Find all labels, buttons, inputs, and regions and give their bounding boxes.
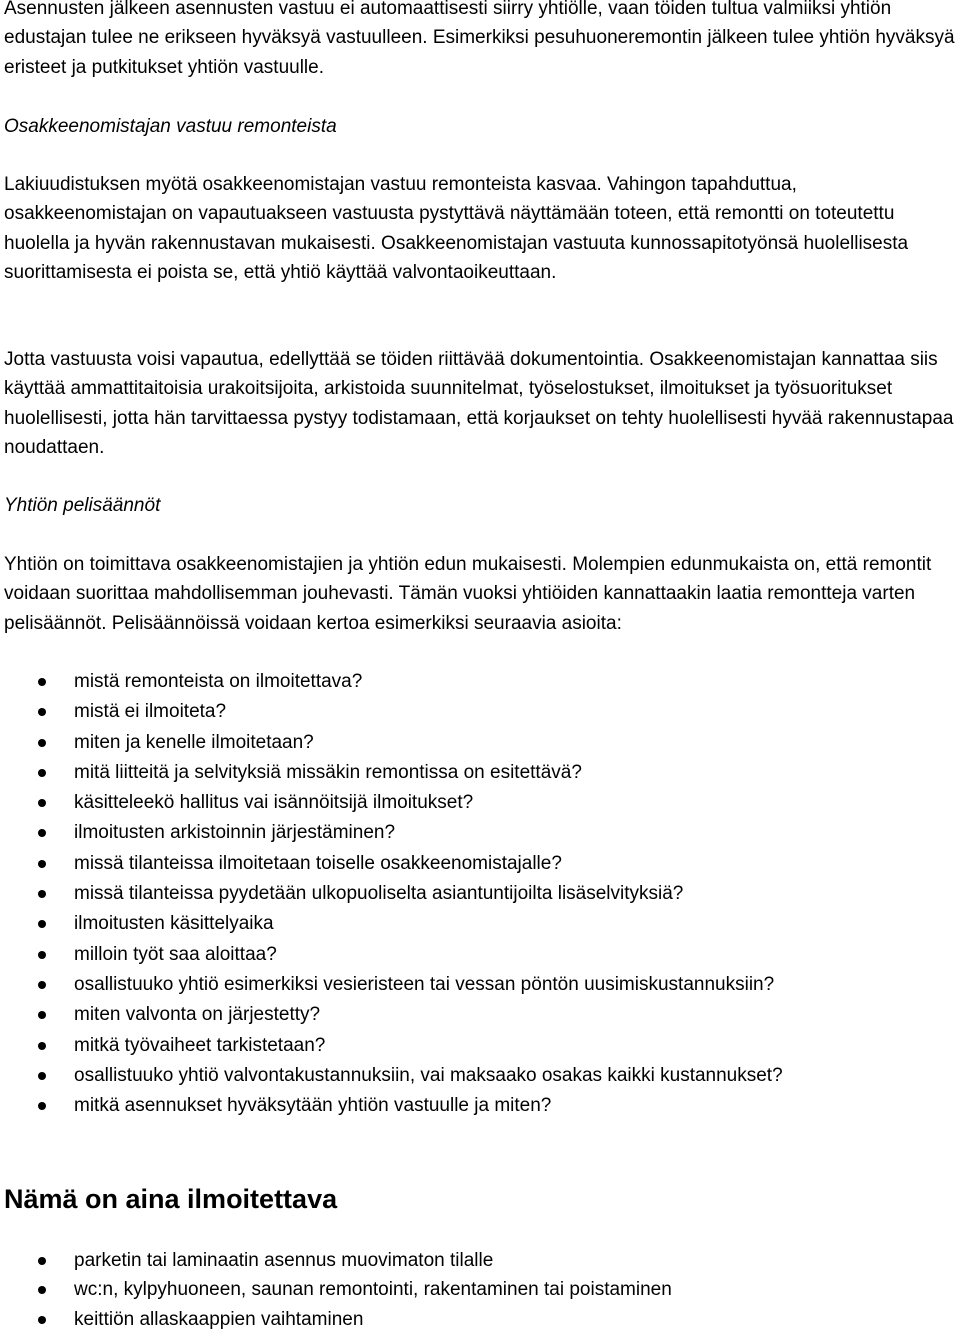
bullet-icon (38, 860, 46, 868)
list-item-text: osallistuuko yhtiö valvontakustannuksiin, vai maksaako osakas kaikki kustannukset? (74, 1064, 783, 1086)
list-item (4, 970, 958, 1000)
bullet-icon (38, 678, 46, 686)
list-item (4, 728, 958, 758)
bullet-icon (38, 1072, 46, 1080)
list-item (4, 879, 958, 909)
list-item (4, 758, 958, 788)
section-heading-company-rules: Yhtiön pelisäännöt (4, 495, 161, 516)
list-item-text: milloin työt saa aloittaa? (74, 943, 277, 965)
list-item-text: keittiön allaskaappien vaihtaminen (74, 1308, 364, 1330)
list-item-text: wc:n, kylpyhuoneen, saunan remontointi, rakentaminen tai poistaminen (74, 1279, 672, 1301)
list-item (4, 1275, 958, 1304)
list-item-text: käsitteleekö hallitus vai isännöitsijä ilmoitukset? (74, 792, 474, 814)
list-item (4, 697, 958, 727)
bullet-icon (38, 951, 46, 959)
list-item-text: osallistuuko yhtiö esimerkiksi vesieristeen tai vessan pöntön uusimiskustannuksiin? (74, 973, 775, 995)
bullet-icon (38, 708, 46, 716)
bullet-icon (38, 1011, 46, 1019)
list-item-text: mistä ei ilmoiteta? (74, 701, 227, 723)
must-report-bullet-list (4, 1246, 958, 1334)
list-item-text: miten valvonta on järjestetty? (74, 1004, 321, 1026)
bullet-icon (38, 829, 46, 837)
bullet-icon (38, 920, 46, 928)
paragraph-company-rules: Yhtiön on toimittava osakkeenomistajien ja yhtiön edun mukaisesti. Molempien edunmukaista on, että remontit voidaan suorittaa mahdollisemman jouhevasti. Tämän vuoksi yhtiöiden kannattaakin laatia remontteja varten pelisäännöt. Pelisäännöissä voidaan kertoa esimerkiksi seuraavia asioita: (4, 554, 932, 634)
bullet-icon (38, 799, 46, 807)
paragraph-documentation: Jotta vastuusta voisi vapautua, edellyttää se töiden riittävää dokumentointia. Osakkeenomistajan kannattaa siis käyttää ammattitaitoisia urakoitsijoita, arkistoida suunnitelmat, työselostukset, ilmoitukset ja työsuoritukset huolellisesti, jotta hän tarvittaessa pystyy todistamaan, että korjaukset on tehty huolellisesti hyvää rakennustapaa noudattaen. (4, 349, 954, 459)
list-item-text: mitä liitteitä ja selvityksiä missäkin remontissa on esitettävä? (74, 761, 582, 783)
list-item (4, 1000, 958, 1030)
list-item-text: mistä remonteista on ilmoitettava? (74, 671, 363, 692)
list-item (4, 849, 958, 879)
list-item (4, 1091, 958, 1121)
bullet-icon (38, 981, 46, 989)
list-item-text: missä tilanteissa ilmoitetaan toiselle osakkeenomistajalle? (74, 852, 562, 874)
list-item (4, 818, 958, 848)
list-item (4, 1246, 958, 1275)
bullet-icon (38, 1042, 46, 1050)
list-item (4, 788, 958, 818)
bullet-icon (38, 1257, 46, 1265)
list-item-text: parketin tai laminaatin asennus muovimaton tilalle (74, 1250, 494, 1271)
rules-bullet-list (4, 667, 958, 1121)
list-item (4, 1031, 958, 1061)
bullet-icon (38, 769, 46, 777)
bullet-icon (38, 1102, 46, 1110)
bullet-icon (38, 739, 46, 747)
section-heading-owner-responsibility: Osakkeenomistajan vastuu remonteista (4, 116, 337, 137)
list-item (4, 1061, 958, 1091)
list-item-text: miten ja kenelle ilmoitetaan? (74, 731, 314, 753)
list-item (4, 909, 958, 939)
bullet-icon (38, 890, 46, 898)
bullet-icon (38, 1316, 46, 1324)
paragraph-law-reform: Lakiuudistuksen myötä osakkeenomistajan vastuu remonteista kasvaa. Vahingon tapahduttua, osakkeenomistajan on vapautuakseen vastuusta pystyttävä näyttämään toteen, että remontti on toteutettu huolella ja hyvän rakennustavan mukaisesti. Osakkeenomistajan vastuuta kunnossapitotyönsä huolellisesta suorittamisesta ei poista se, että yhtiö käyttää valvontaoikeuttaan. (4, 174, 909, 284)
section-heading-must-report: Nämä on aina ilmoitettava (4, 1184, 338, 1214)
list-item (4, 667, 958, 697)
list-item (4, 940, 958, 970)
list-item-text: mitkä työvaiheet tarkistetaan? (74, 1034, 326, 1056)
list-item (4, 1305, 958, 1334)
bullet-icon (38, 1286, 46, 1294)
list-item-text: missä tilanteissa pyydetään ulkopuoliselta asiantuntijoilta lisäselvityksiä? (74, 883, 684, 905)
intro-paragraph: Asennusten jälkeen asennusten vastuu ei automaattisesti siirry yhtiölle, vaan töiden tultua valmiiksi yhtiön edustajan tulee ne erikseen hyväksyä vastuulleen. Esimerkiksi pesuhuoneremontin jälkeen tulee yhtiön hyväksyä eristeet ja putkitukset yhtiön vastuulle. (4, 0, 955, 78)
list-item-text: ilmoitusten arkistoinnin järjestäminen? (74, 822, 396, 844)
list-item-text: mitkä asennukset hyväksytään yhtiön vastuulle ja miten? (74, 1095, 552, 1117)
list-item-text: ilmoitusten käsittelyaika (74, 913, 274, 935)
